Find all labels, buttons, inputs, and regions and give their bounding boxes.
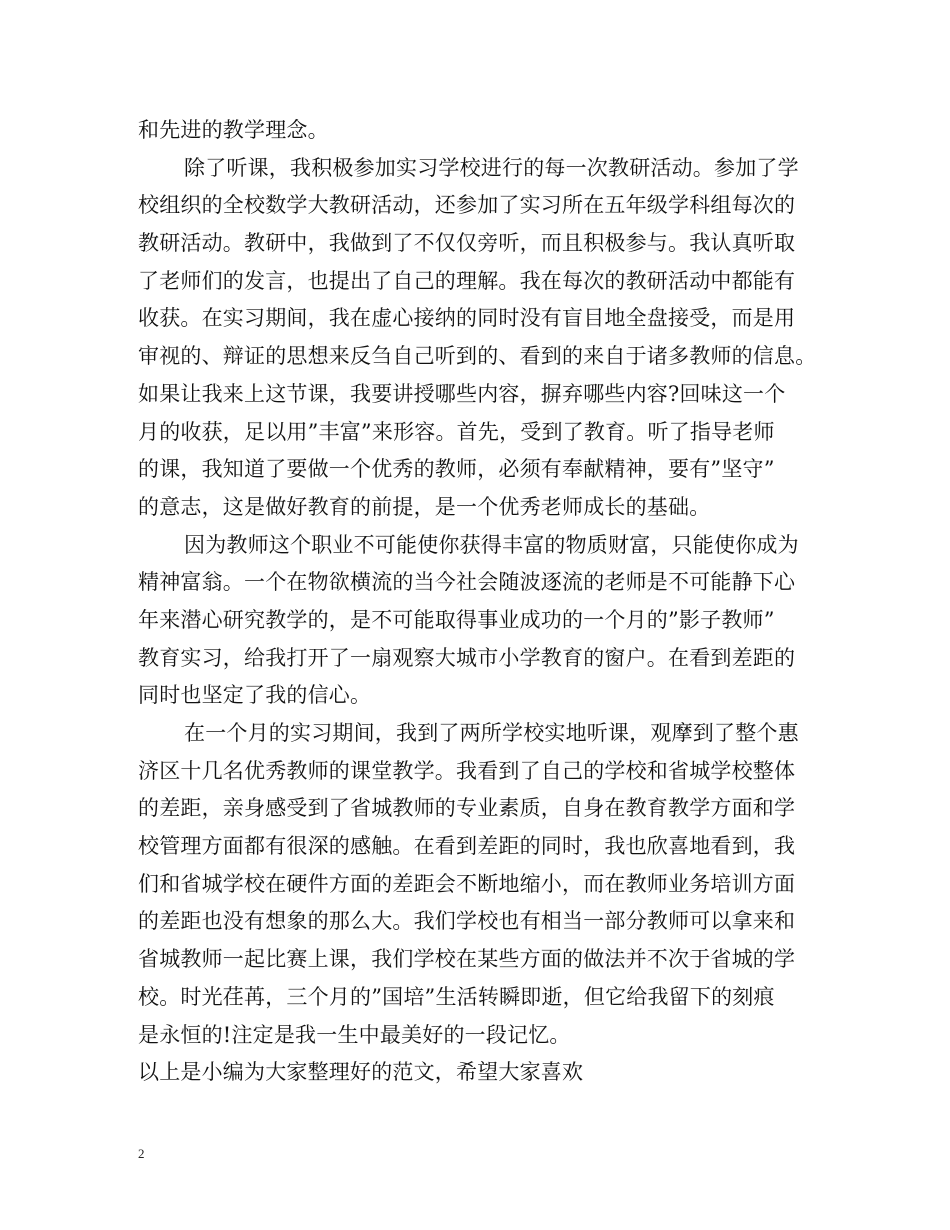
text-line: 们和省城学校在硬件方面的差距会不断地缩小，而在教师业务培训方面 [138, 871, 796, 896]
text-line: 是永恒的!注定是我一生中最美好的一段记忆。 [138, 1022, 571, 1047]
page-number: 2 [138, 1146, 145, 1161]
text-line: 的意志，这是做好教育的前提，是一个优秀老师成长的基础。 [138, 494, 711, 519]
text-line: 校组织的全校数学大教研活动，还参加了实习所在五年级学科组每次的 [138, 193, 796, 218]
text-line: 如果让我来上这节课，我要讲授哪些内容，摒弃哪些内容?回味这一个 [138, 381, 786, 406]
body-text [138, 112, 828, 1092]
paragraph-start-line: 在一个月的实习期间，我到了两所学校实地听课，观摩到了整个惠 [184, 721, 799, 745]
text-line: 月的收获，足以用”丰富”来形容。首先，受到了教育。听了指导老师 [138, 419, 775, 444]
text-line: 教研活动。教研中，我做到了不仅仅旁听，而且积极参与。我认真听取 [138, 231, 796, 256]
closing-line: 以上是小编为大家整理好的范文，希望大家喜欢 [138, 1060, 584, 1085]
text-line: 教育实习，给我打开了一扇观察大城市小学教育的窗户。在看到差距的 [138, 645, 796, 670]
text-line: 和先进的教学理念。 [138, 118, 329, 142]
text-line: 校。时光荏苒，三个月的”国培”生活转瞬即逝，但它给我留下的刻痕 [138, 984, 775, 1009]
text-line: 校管理方面都有很深的感触。在看到差距的同时，我也欣喜地看到，我 [138, 834, 796, 859]
text-line: 年来潜心研究教学的，是不可能取得事业成功的一个月的”影子教师” [138, 607, 775, 632]
text-line: 济区十几名优秀教师的课堂教学。我看到了自己的学校和省城学校整体 [138, 758, 796, 783]
text-line: 同时也坚定了我的信心。 [138, 683, 372, 708]
text-line: 审视的、辩证的思想来反刍自己听到的、看到的来自于诸多教师的信息。 [138, 344, 817, 369]
text-line: 的差距，亲身感受到了省城教师的专业素质，自身在教育教学方面和学 [138, 796, 796, 821]
text-line: 了老师们的发言，也提出了自己的理解。我在每次的教研活动中都能有 [138, 268, 796, 293]
text-line: 的差距也没有想象的那么大。我们学校也有相当一部分教师可以拿来和 [138, 909, 796, 934]
paragraph-start-line: 因为教师这个职业不可能使你获得丰富的物质财富，只能使你成为 [184, 532, 799, 557]
text-line: 收获。在实习期间，我在虚心接纳的同时没有盲目地全盘接受，而是用 [138, 306, 796, 331]
text-line: 精神富翁。一个在物欲横流的当今社会随波逐流的老师是不可能静下心 [138, 570, 796, 595]
text-line: 的课，我知道了要做一个优秀的教师，必须有奉献精神，要有”坚守” [138, 457, 775, 482]
paragraph-start-line: 除了听课，我积极参加实习学校进行的每一次教研活动。参加了学 [184, 155, 799, 180]
text-line: 省城教师一起比赛上课，我们学校在某些方面的做法并不次于省城的学 [138, 947, 796, 972]
